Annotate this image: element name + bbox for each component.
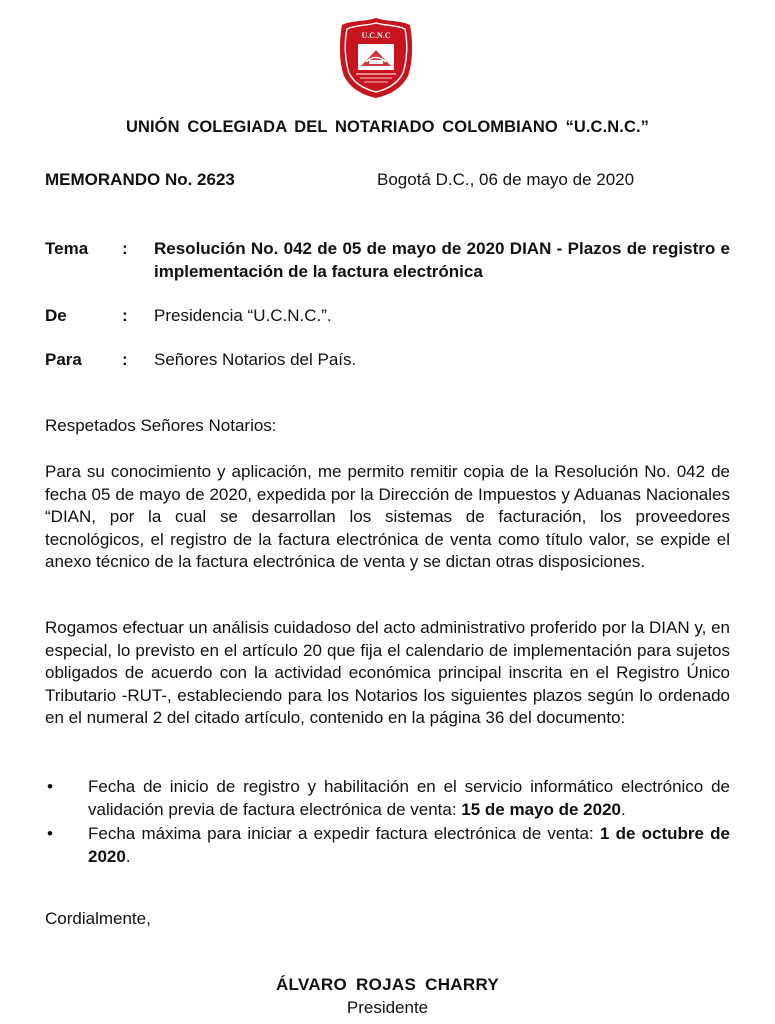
bullet-date: 1 de octubre de 2020 — [88, 824, 731, 866]
bullet-date: 15 de mayo de 2020 — [461, 800, 621, 819]
bullet-end: . — [621, 800, 626, 819]
bullet-text: Fecha de inicio de registro y habilitación en el servicio informático electrónico de validación previa de factura electrónica de venta: — [88, 777, 730, 819]
organization-title: UNIÓN COLEGIADA DEL NOTARIADO COLOMBIANO “U.C.N.C.” — [125, 118, 650, 136]
ucnc-logo — [336, 16, 416, 100]
de-colon: : — [122, 306, 128, 325]
salutation: Respetados Señores Notarios: — [45, 416, 277, 435]
logo-text: U.C.N.C — [361, 31, 391, 40]
tema-label: Tema — [45, 239, 89, 258]
closing: Cordialmente, — [45, 909, 151, 928]
para-value: Señores Notarios del País. — [154, 350, 357, 369]
field-tema — [45, 237, 730, 283]
de-value: Presidencia “U.C.N.C.”. — [154, 306, 332, 325]
tema-colon: : — [122, 239, 128, 258]
tema-value: Resolución No. 042 de 05 de mayo de 2020 DIAN - Plazos de registro e implementación de la factura electrónica — [154, 239, 730, 281]
bullet-marker: • — [47, 777, 53, 796]
memo-date: Bogotá D.C., 06 de mayo de 2020 — [377, 170, 635, 189]
deadline-list — [45, 775, 730, 868]
bullet-text: Fecha máxima para iniciar a expedir factura electrónica de venta: — [88, 824, 600, 843]
para-label: Para — [45, 350, 82, 369]
list-item — [45, 775, 730, 821]
shield-icon — [336, 16, 416, 100]
memo-header — [45, 170, 725, 194]
body-paragraph-2: Rogamos efectuar un análisis cuidadoso del acto administrativo proferido por la DIAN y, en especial, lo previsto en el artículo 20 que fija el calendario de implementación para sujetos obligados de acuerdo con la actividad económica principal inscrita en el Registro Único Tributario -RUT-, estableciendo para los Notarios los siguientes plazos según lo ordenado en el numeral 2 del citado artículo, contenido en la página 36 del documento: — [45, 618, 730, 727]
signer-role: Presidente — [346, 998, 429, 1017]
signer-name: ÁLVARO ROJAS CHARRY — [275, 975, 500, 994]
para-colon: : — [122, 350, 128, 369]
field-para — [45, 348, 730, 371]
field-de — [45, 304, 730, 327]
bullet-marker: • — [47, 824, 53, 843]
list-item — [45, 822, 730, 868]
bullet-end: . — [125, 847, 131, 866]
de-label: De — [45, 306, 67, 325]
memo-number: MEMORANDO No. 2623 — [45, 170, 235, 189]
body-paragraph-1: Para su conocimiento y aplicación, me permito remitir copia de la Resolución No. 042 de fecha 05 de mayo de 2020, expedida por la Dirección de Impuestos y Aduanas Nacionales “DIAN, por la cual se desarrollan los sistemas de facturación, los proveedores tecnológicos, el registro de la factura electrónica de venta como título valor, se expide el anexo técnico de la factura electrónica de venta y se dictan otras disposiciones. — [45, 462, 730, 571]
